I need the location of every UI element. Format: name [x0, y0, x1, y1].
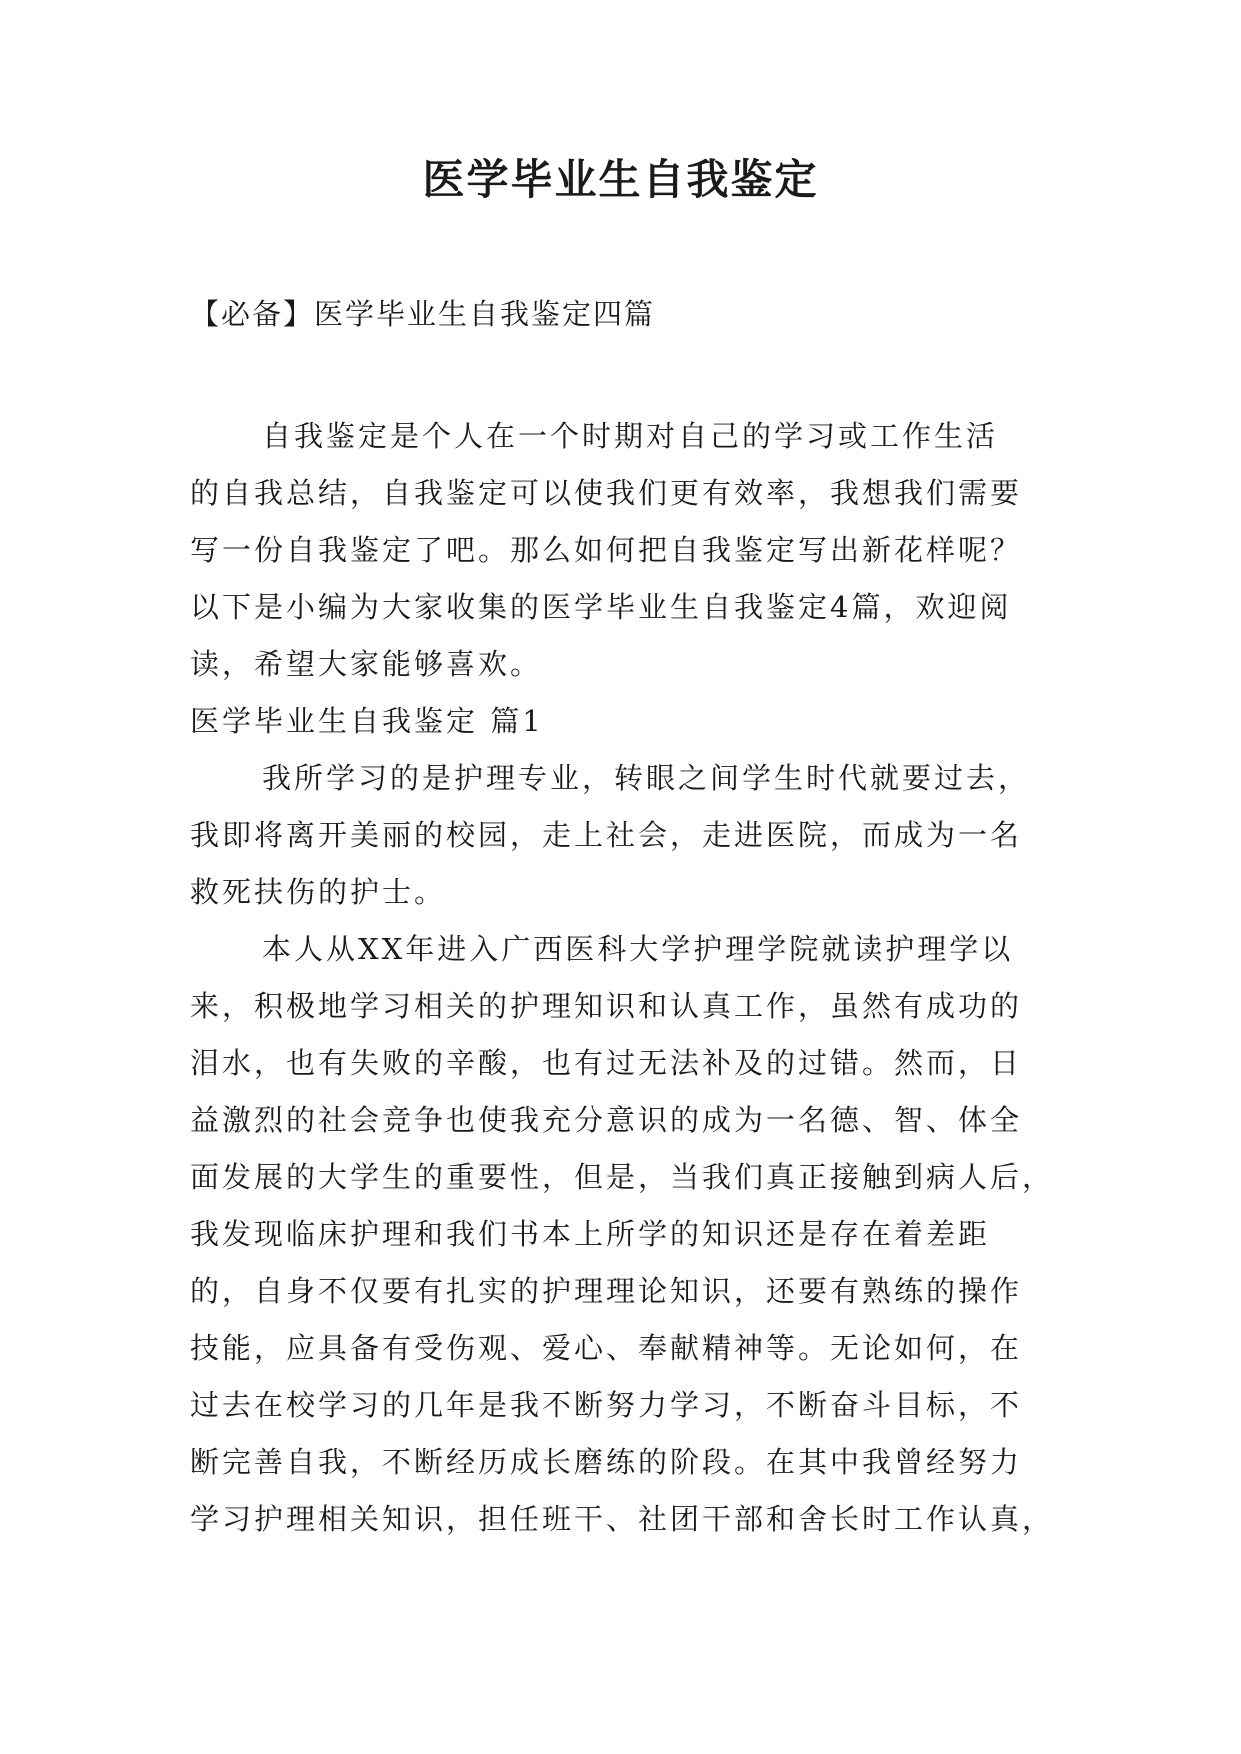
body-text-line: 来，积极地学习相关的护理知识和认真工作，虽然有成功的 — [190, 989, 1023, 1023]
body-text-line: 医学毕业生自我鉴定 篇1 — [190, 704, 544, 738]
body-text-line: 救死扶伤的护士。 — [190, 875, 447, 909]
body-text-line: 泪水，也有失败的辛酸，也有过无法补及的过错。然而，日 — [190, 1046, 1023, 1080]
body-text-line: 技能，应具备有受伤观、爱心、奉献精神等。无论如何，在 — [190, 1331, 1023, 1365]
body-text-line: 读，希望大家能够喜欢。 — [190, 647, 543, 681]
body-text-line: 过去在校学习的几年是我不断努力学习，不断奋斗目标，不 — [190, 1388, 1023, 1422]
document-body — [190, 408, 1055, 1548]
body-text-line: 学习护理相关知识，担任班干、社团干部和舍长时工作认真， — [190, 1502, 1055, 1536]
body-text-line: 面发展的大学生的重要性，但是，当我们真正接触到病人后， — [190, 1160, 1055, 1194]
body-text-line: 写一份自我鉴定了吧。那么如何把自我鉴定写出新花样呢？ — [190, 533, 1023, 567]
body-text-line: 的自我总结，自我鉴定可以使我们更有效率，我想我们需要 — [190, 476, 1023, 510]
body-text-line: 我即将离开美丽的校园，走上社会，走进医院，而成为一名 — [190, 818, 1023, 852]
body-text-line: 我发现临床护理和我们书本上所学的知识还是存在着差距 — [190, 1217, 991, 1251]
body-text-line: 益激烈的社会竞争也使我充分意识的成为一名德、智、体全 — [190, 1103, 1023, 1137]
page-title: 医学毕业生自我鉴定 — [422, 155, 819, 204]
body-text-line: 本人从XX年进入广西医科大学护理学院就读护理学以 — [262, 932, 1014, 966]
body-text-line: 断完善自我，不断经历成长磨练的阶段。在其中我曾经努力 — [190, 1445, 1023, 1479]
body-text-line: 以下是小编为大家收集的医学毕业生自我鉴定4篇，欢迎阅 — [190, 590, 1012, 624]
document-subtitle: 【必备】医学毕业生自我鉴定四篇 — [190, 297, 656, 331]
body-text-line: 我所学习的是护理专业，转眼之间学生时代就要过去， — [262, 761, 1031, 795]
body-text-line: 自我鉴定是个人在一个时期对自己的学习或工作生活 — [262, 419, 999, 453]
body-text-line: 的，自身不仅要有扎实的护理理论知识，还要有熟练的操作 — [190, 1274, 1023, 1308]
